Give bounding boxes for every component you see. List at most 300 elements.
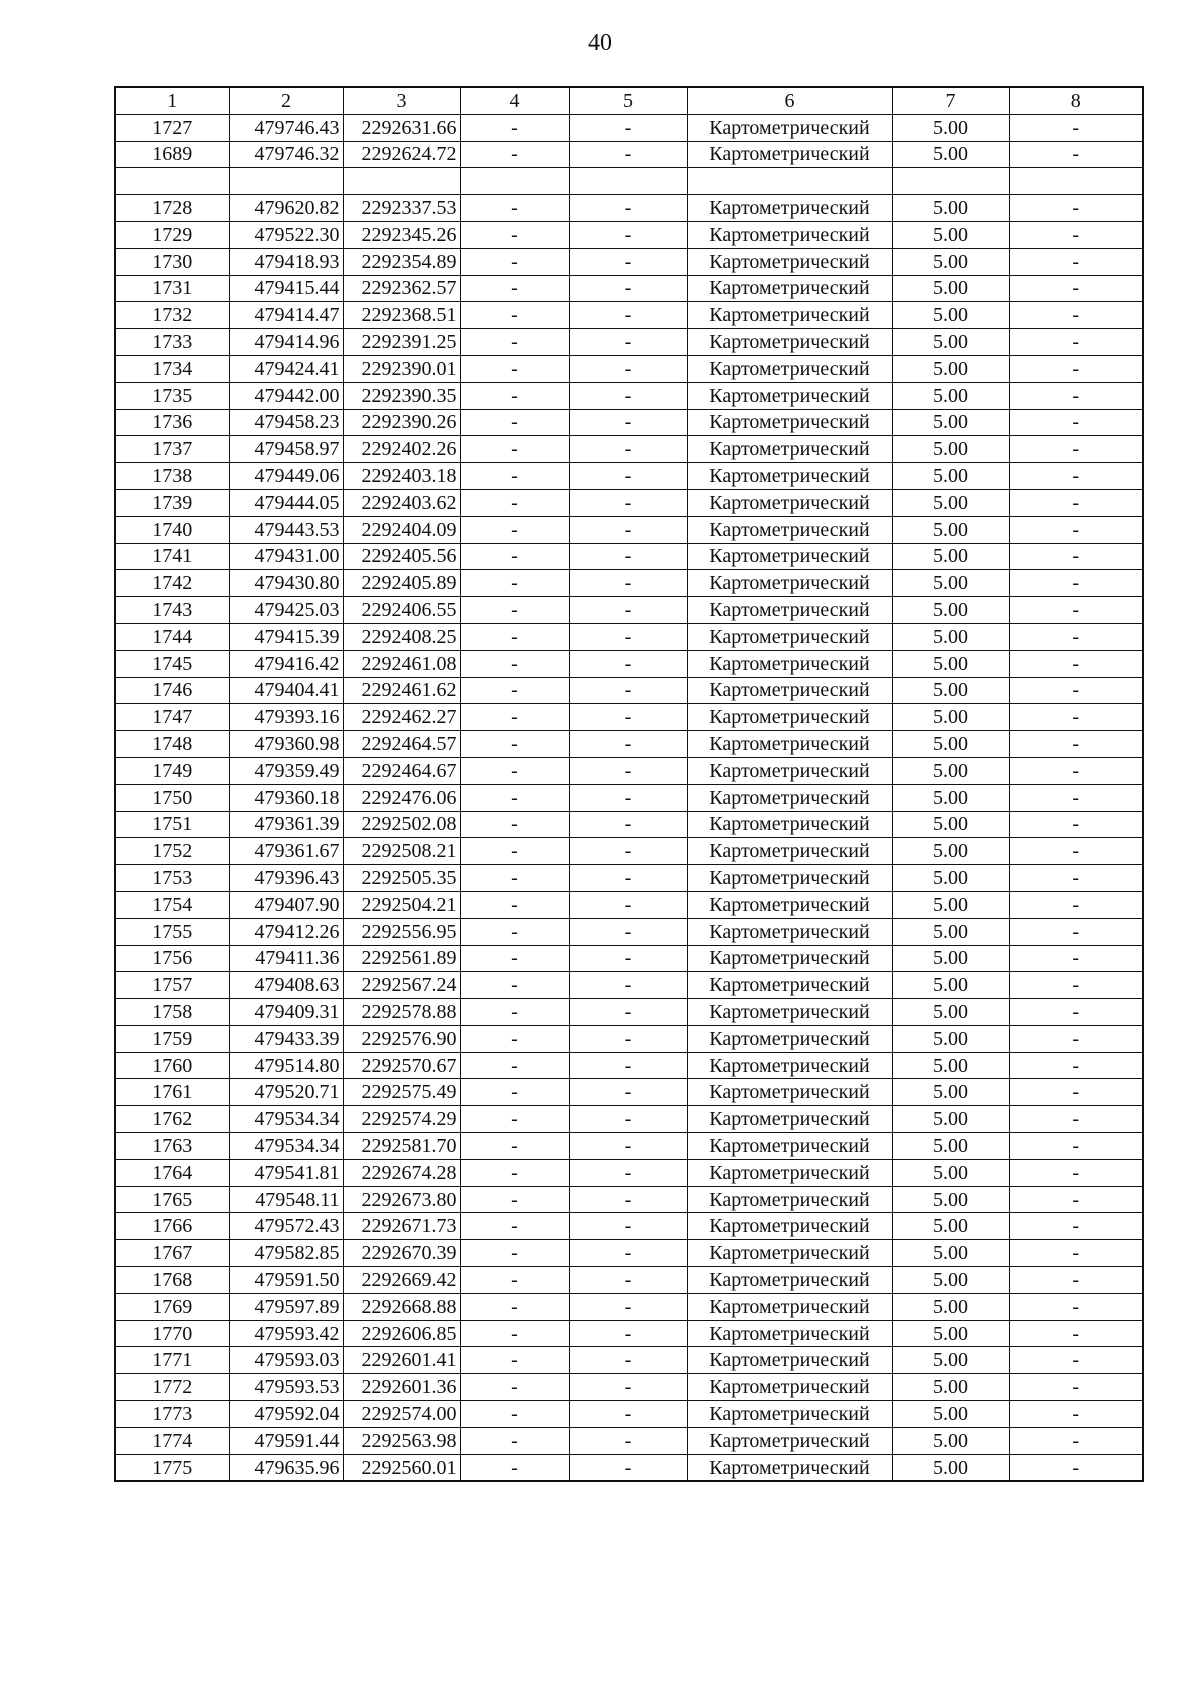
table-cell: 2292464.57 xyxy=(343,731,460,758)
table-cell: - xyxy=(569,918,687,945)
table-cell: 5.00 xyxy=(892,1133,1009,1160)
table-cell: - xyxy=(460,275,569,302)
table-cell: 479593.53 xyxy=(229,1374,343,1401)
table-row xyxy=(115,597,1143,624)
table-cell: Картометрический xyxy=(687,731,892,758)
table-row xyxy=(115,195,1143,222)
table-cell: 5.00 xyxy=(892,1320,1009,1347)
table-cell: 5.00 xyxy=(892,543,1009,570)
table-cell: Картометрический xyxy=(687,1454,892,1481)
table-cell: 1745 xyxy=(115,650,229,677)
table-row xyxy=(115,1133,1143,1160)
table-cell: 5.00 xyxy=(892,677,1009,704)
table-cell: - xyxy=(1009,918,1143,945)
table-cell: 479433.39 xyxy=(229,1025,343,1052)
table-cell: 1733 xyxy=(115,329,229,356)
table-cell: 1757 xyxy=(115,972,229,999)
table-cell: 2292563.98 xyxy=(343,1427,460,1454)
table-cell: - xyxy=(460,704,569,731)
table-cell: Картометрический xyxy=(687,757,892,784)
table-cell: 1753 xyxy=(115,865,229,892)
table-cell: 5.00 xyxy=(892,1025,1009,1052)
table-cell: - xyxy=(1009,329,1143,356)
table-cell: 2292504.21 xyxy=(343,891,460,918)
column-header: 2 xyxy=(229,87,343,114)
table-cell: - xyxy=(1009,489,1143,516)
table-cell: 2292461.08 xyxy=(343,650,460,677)
table-cell: - xyxy=(1009,221,1143,248)
table-cell: 1758 xyxy=(115,999,229,1026)
table-cell: - xyxy=(1009,355,1143,382)
table-row xyxy=(115,1267,1143,1294)
table-cell: 479361.67 xyxy=(229,838,343,865)
table-cell: 2292362.57 xyxy=(343,275,460,302)
table-cell: - xyxy=(460,1052,569,1079)
table-cell: 1759 xyxy=(115,1025,229,1052)
table-cell: 479361.39 xyxy=(229,811,343,838)
table-cell: 2292404.09 xyxy=(343,516,460,543)
table-cell: - xyxy=(1009,865,1143,892)
table-cell: 479418.93 xyxy=(229,248,343,275)
table-cell: - xyxy=(460,1159,569,1186)
table-cell: 1765 xyxy=(115,1186,229,1213)
table-cell: 5.00 xyxy=(892,114,1009,141)
table-cell: 479572.43 xyxy=(229,1213,343,1240)
table-cell: 1752 xyxy=(115,838,229,865)
table-cell: - xyxy=(460,784,569,811)
table-cell: 5.00 xyxy=(892,329,1009,356)
table-cell: 479534.34 xyxy=(229,1133,343,1160)
table-cell: Картометрический xyxy=(687,597,892,624)
table-cell: 2292461.62 xyxy=(343,677,460,704)
table-cell: 5.00 xyxy=(892,1454,1009,1481)
table-cell: - xyxy=(569,1374,687,1401)
table-cell: 1773 xyxy=(115,1401,229,1428)
table-cell: 479424.41 xyxy=(229,355,343,382)
table-row xyxy=(115,355,1143,382)
table-cell: 2292391.25 xyxy=(343,329,460,356)
table-cell: Картометрический xyxy=(687,275,892,302)
table-cell: 479514.80 xyxy=(229,1052,343,1079)
table-cell: 479592.04 xyxy=(229,1401,343,1428)
column-header: 7 xyxy=(892,87,1009,114)
table-cell: - xyxy=(569,1427,687,1454)
table-cell: 2292406.55 xyxy=(343,597,460,624)
table-cell: 2292581.70 xyxy=(343,1133,460,1160)
table-row xyxy=(115,999,1143,1026)
table-cell: 5.00 xyxy=(892,945,1009,972)
table-cell: - xyxy=(569,1347,687,1374)
table-row xyxy=(115,1427,1143,1454)
table-cell: - xyxy=(460,1240,569,1267)
table-cell: 5.00 xyxy=(892,1293,1009,1320)
table-cell: - xyxy=(1009,195,1143,222)
table-cell: 5.00 xyxy=(892,1401,1009,1428)
table-cell: 5.00 xyxy=(892,650,1009,677)
table-cell: - xyxy=(1009,1401,1143,1428)
table-cell: 1756 xyxy=(115,945,229,972)
table-row xyxy=(115,704,1143,731)
table-cell: 2292337.53 xyxy=(343,195,460,222)
table-cell: 2292670.39 xyxy=(343,1240,460,1267)
table-cell: 2292403.18 xyxy=(343,463,460,490)
table-cell: - xyxy=(460,1427,569,1454)
table-cell: - xyxy=(460,1213,569,1240)
table-cell: - xyxy=(1009,1374,1143,1401)
table-cell: - xyxy=(569,1401,687,1428)
table-cell: - xyxy=(1009,1267,1143,1294)
table-cell: - xyxy=(569,1213,687,1240)
table-row xyxy=(115,918,1143,945)
table-cell: 479582.85 xyxy=(229,1240,343,1267)
table-cell: - xyxy=(1009,436,1143,463)
table-cell: - xyxy=(569,1052,687,1079)
table-cell: Картометрический xyxy=(687,221,892,248)
table-cell: - xyxy=(1009,731,1143,758)
table-cell: 2292578.88 xyxy=(343,999,460,1026)
table-cell: 479442.00 xyxy=(229,382,343,409)
table-cell: - xyxy=(460,623,569,650)
table-cell: 2292576.90 xyxy=(343,1025,460,1052)
table-cell: 5.00 xyxy=(892,784,1009,811)
table-cell: 2292405.56 xyxy=(343,543,460,570)
table-cell: Картометрический xyxy=(687,141,892,168)
table-cell: - xyxy=(460,1454,569,1481)
table-cell: 2292574.29 xyxy=(343,1106,460,1133)
table-cell: 479430.80 xyxy=(229,570,343,597)
table-cell: Картометрический xyxy=(687,1427,892,1454)
table-cell: 5.00 xyxy=(892,1052,1009,1079)
table-cell: 479597.89 xyxy=(229,1293,343,1320)
table-cell: Картометрический xyxy=(687,1347,892,1374)
table-row xyxy=(115,972,1143,999)
table-cell: - xyxy=(569,570,687,597)
table-cell: - xyxy=(460,972,569,999)
table-cell: - xyxy=(460,409,569,436)
table-cell: - xyxy=(460,1106,569,1133)
table-row xyxy=(115,838,1143,865)
table-cell: 5.00 xyxy=(892,302,1009,329)
table-cell: 5.00 xyxy=(892,141,1009,168)
table-cell: 479411.36 xyxy=(229,945,343,972)
table-row xyxy=(115,489,1143,516)
table-cell: - xyxy=(569,382,687,409)
table-cell: Картометрический xyxy=(687,382,892,409)
table-cell: - xyxy=(460,1079,569,1106)
table-cell: 2292402.26 xyxy=(343,436,460,463)
table-row xyxy=(115,1052,1143,1079)
table-cell: - xyxy=(1009,248,1143,275)
table-cell: 2292390.26 xyxy=(343,409,460,436)
table-row xyxy=(115,114,1143,141)
table-cell: - xyxy=(460,543,569,570)
table-cell: - xyxy=(1009,757,1143,784)
table-cell: - xyxy=(569,1079,687,1106)
table-cell: Картометрический xyxy=(687,570,892,597)
table-row xyxy=(115,1186,1143,1213)
table-cell: Картометрический xyxy=(687,302,892,329)
table-cell: 1746 xyxy=(115,677,229,704)
table-cell: Картометрический xyxy=(687,784,892,811)
table-cell: 1742 xyxy=(115,570,229,597)
table-cell: 2292570.67 xyxy=(343,1052,460,1079)
table-cell: 479412.26 xyxy=(229,918,343,945)
table-cell: Картометрический xyxy=(687,1106,892,1133)
table-cell: 2292601.36 xyxy=(343,1374,460,1401)
table-cell: - xyxy=(569,1267,687,1294)
table-cell: 5.00 xyxy=(892,757,1009,784)
table-cell: 2292574.00 xyxy=(343,1401,460,1428)
table-cell: - xyxy=(569,945,687,972)
table-cell: 479415.39 xyxy=(229,623,343,650)
table-cell: 479425.03 xyxy=(229,597,343,624)
table-cell: 479593.03 xyxy=(229,1347,343,1374)
table-cell: - xyxy=(460,999,569,1026)
table-cell: 1763 xyxy=(115,1133,229,1160)
table-cell: 1744 xyxy=(115,623,229,650)
table-cell: 2292674.28 xyxy=(343,1159,460,1186)
table-cell: 5.00 xyxy=(892,1267,1009,1294)
table-cell: - xyxy=(1009,275,1143,302)
coordinates-table xyxy=(114,86,1144,1482)
table-cell: - xyxy=(460,463,569,490)
table-cell: 2292601.41 xyxy=(343,1347,460,1374)
table-cell: Картометрический xyxy=(687,1079,892,1106)
table-cell: 5.00 xyxy=(892,865,1009,892)
table-cell: - xyxy=(569,195,687,222)
table-cell: 5.00 xyxy=(892,1159,1009,1186)
table-cell: Картометрический xyxy=(687,329,892,356)
table-cell: - xyxy=(1009,1106,1143,1133)
table-row xyxy=(115,409,1143,436)
table-cell: 5.00 xyxy=(892,811,1009,838)
table-cell: 2292390.01 xyxy=(343,355,460,382)
table-cell: - xyxy=(569,436,687,463)
table-cell: - xyxy=(1009,570,1143,597)
table-cell: - xyxy=(460,382,569,409)
table-row xyxy=(115,650,1143,677)
table-cell xyxy=(115,168,229,195)
table-cell: Картометрический xyxy=(687,1052,892,1079)
table-cell: - xyxy=(1009,1347,1143,1374)
table-cell: - xyxy=(569,1240,687,1267)
table-cell: 5.00 xyxy=(892,891,1009,918)
table-cell: 2292668.88 xyxy=(343,1293,460,1320)
table-cell: 1767 xyxy=(115,1240,229,1267)
table-cell: 479746.32 xyxy=(229,141,343,168)
table-cell: - xyxy=(569,1133,687,1160)
table-cell: 479548.11 xyxy=(229,1186,343,1213)
table-cell: 479541.81 xyxy=(229,1159,343,1186)
table-row xyxy=(115,891,1143,918)
table-cell: 2292556.95 xyxy=(343,918,460,945)
table-cell: Картометрический xyxy=(687,1186,892,1213)
table-cell: - xyxy=(460,597,569,624)
table-cell: Картометрический xyxy=(687,1159,892,1186)
table-cell: - xyxy=(569,543,687,570)
table-cell: 1766 xyxy=(115,1213,229,1240)
table-cell: 2292673.80 xyxy=(343,1186,460,1213)
table-cell: - xyxy=(1009,677,1143,704)
table-cell: - xyxy=(569,329,687,356)
table-cell: 479593.42 xyxy=(229,1320,343,1347)
table-cell xyxy=(892,168,1009,195)
table-cell: 5.00 xyxy=(892,1374,1009,1401)
table-cell: - xyxy=(569,838,687,865)
table-body xyxy=(115,114,1143,1481)
table-cell: - xyxy=(460,141,569,168)
table-cell: - xyxy=(460,891,569,918)
table-cell: - xyxy=(460,650,569,677)
table-row xyxy=(115,1320,1143,1347)
table-cell: - xyxy=(460,1025,569,1052)
table-cell: 2292464.67 xyxy=(343,757,460,784)
table-cell: 1729 xyxy=(115,221,229,248)
table-cell: 5.00 xyxy=(892,463,1009,490)
table-row xyxy=(115,436,1143,463)
table-cell: - xyxy=(1009,1025,1143,1052)
table-row xyxy=(115,784,1143,811)
table-cell: 1727 xyxy=(115,114,229,141)
table-cell: 479360.18 xyxy=(229,784,343,811)
table-cell: - xyxy=(1009,1427,1143,1454)
table-cell: 5.00 xyxy=(892,597,1009,624)
table-cell: Картометрический xyxy=(687,1267,892,1294)
table-cell: - xyxy=(460,1186,569,1213)
table-cell: - xyxy=(1009,1213,1143,1240)
table-cell: - xyxy=(460,221,569,248)
table-cell: - xyxy=(569,1320,687,1347)
table-cell: - xyxy=(460,757,569,784)
table-row xyxy=(115,865,1143,892)
table-cell: Картометрический xyxy=(687,1133,892,1160)
table-cell: 5.00 xyxy=(892,382,1009,409)
table-cell: 479591.44 xyxy=(229,1427,343,1454)
table-cell: 1734 xyxy=(115,355,229,382)
table-cell: 479520.71 xyxy=(229,1079,343,1106)
table-cell: 5.00 xyxy=(892,275,1009,302)
table-cell: - xyxy=(1009,463,1143,490)
table-cell: 1769 xyxy=(115,1293,229,1320)
table-cell: 5.00 xyxy=(892,1347,1009,1374)
table-cell: - xyxy=(460,918,569,945)
table-cell: - xyxy=(460,436,569,463)
table-cell: 2292560.01 xyxy=(343,1454,460,1481)
table-cell: 479620.82 xyxy=(229,195,343,222)
table-cell: - xyxy=(1009,1133,1143,1160)
table-cell: - xyxy=(569,1106,687,1133)
table-cell: - xyxy=(460,677,569,704)
table-cell: - xyxy=(569,704,687,731)
table-cell: - xyxy=(460,1347,569,1374)
table-cell: 5.00 xyxy=(892,489,1009,516)
table-cell: Картометрический xyxy=(687,811,892,838)
table-cell: 1760 xyxy=(115,1052,229,1079)
table-cell: 479416.42 xyxy=(229,650,343,677)
table-cell: - xyxy=(460,865,569,892)
table-row xyxy=(115,516,1143,543)
table-cell: 1739 xyxy=(115,489,229,516)
table-cell: - xyxy=(569,275,687,302)
table-cell: - xyxy=(460,1401,569,1428)
table-cell: - xyxy=(1009,972,1143,999)
table-cell: Картометрический xyxy=(687,114,892,141)
table-cell: 2292502.08 xyxy=(343,811,460,838)
table-cell: 5.00 xyxy=(892,1106,1009,1133)
table-cell: Картометрический xyxy=(687,1293,892,1320)
table-cell: - xyxy=(460,489,569,516)
table-cell: - xyxy=(569,999,687,1026)
table-cell: Картометрический xyxy=(687,972,892,999)
table-cell: 1735 xyxy=(115,382,229,409)
table-cell: 5.00 xyxy=(892,1427,1009,1454)
table-cell: 5.00 xyxy=(892,999,1009,1026)
table-cell: 2292476.06 xyxy=(343,784,460,811)
table-cell: 1755 xyxy=(115,918,229,945)
table-cell: 479396.43 xyxy=(229,865,343,892)
table-cell: - xyxy=(460,1133,569,1160)
table-cell: - xyxy=(569,489,687,516)
table-cell: 2292505.35 xyxy=(343,865,460,892)
table-cell: - xyxy=(460,302,569,329)
column-header: 4 xyxy=(460,87,569,114)
table-cell: - xyxy=(569,650,687,677)
table-cell: - xyxy=(1009,1159,1143,1186)
table-cell: 2292368.51 xyxy=(343,302,460,329)
table-cell: Картометрический xyxy=(687,543,892,570)
table-cell: 2292561.89 xyxy=(343,945,460,972)
table-cell: - xyxy=(1009,1293,1143,1320)
table-cell: 2292345.26 xyxy=(343,221,460,248)
table-cell: Картометрический xyxy=(687,1401,892,1428)
table-cell: Картометрический xyxy=(687,891,892,918)
column-header: 5 xyxy=(569,87,687,114)
table-cell: - xyxy=(569,463,687,490)
table-cell: 1770 xyxy=(115,1320,229,1347)
table-row xyxy=(115,329,1143,356)
table-cell: - xyxy=(1009,945,1143,972)
table-cell: 1768 xyxy=(115,1267,229,1294)
table-cell: - xyxy=(569,114,687,141)
table-cell xyxy=(687,168,892,195)
table-cell: Картометрический xyxy=(687,248,892,275)
table-row xyxy=(115,221,1143,248)
table-cell: 479414.47 xyxy=(229,302,343,329)
table-cell: - xyxy=(1009,650,1143,677)
table-cell xyxy=(229,168,343,195)
table-cell: - xyxy=(569,891,687,918)
table-cell: 5.00 xyxy=(892,248,1009,275)
table-cell: 479393.16 xyxy=(229,704,343,731)
table-cell: - xyxy=(460,195,569,222)
table-cell: 479359.49 xyxy=(229,757,343,784)
table-cell: 479449.06 xyxy=(229,463,343,490)
table-cell: 1689 xyxy=(115,141,229,168)
table-cell: Картометрический xyxy=(687,436,892,463)
table-cell: 1772 xyxy=(115,1374,229,1401)
table-cell: - xyxy=(569,731,687,758)
table-cell: - xyxy=(569,141,687,168)
table-cell: 5.00 xyxy=(892,1079,1009,1106)
table-cell: 5.00 xyxy=(892,1186,1009,1213)
table-cell: 479404.41 xyxy=(229,677,343,704)
table-cell: 5.00 xyxy=(892,409,1009,436)
table-cell: - xyxy=(460,838,569,865)
table-cell: - xyxy=(569,355,687,382)
table-cell: 479443.53 xyxy=(229,516,343,543)
table-cell: - xyxy=(1009,1320,1143,1347)
table-cell: - xyxy=(569,409,687,436)
